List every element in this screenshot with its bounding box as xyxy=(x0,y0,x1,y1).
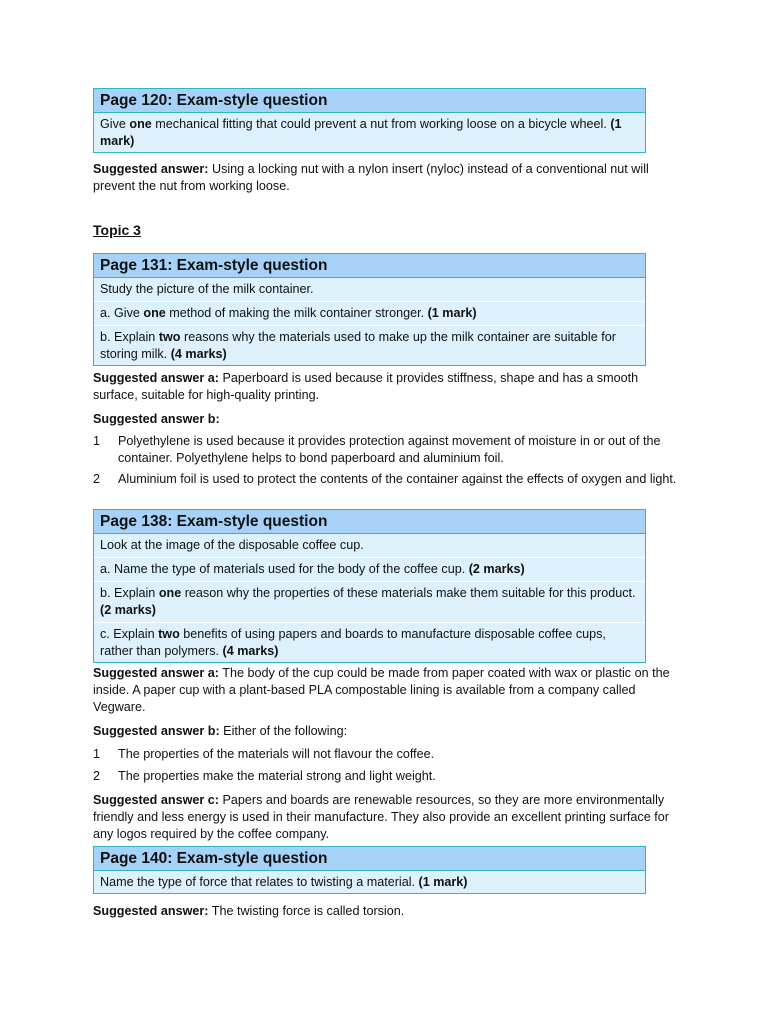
answer-list xyxy=(93,433,683,488)
suggested-answer: Suggested answer: The twisting force is called torsion. xyxy=(93,904,405,918)
question-title: Page 140: Exam-style question xyxy=(94,847,645,871)
question-title: Page 138: Exam-style question xyxy=(94,510,645,534)
suggested-answer-b-label: Suggested answer b: xyxy=(93,412,220,426)
question-title: Page 120: Exam-style question xyxy=(94,89,645,113)
question-part-b: b. Explain one reason why the properties of these materials make them suitable for this product. (2 marks) xyxy=(94,581,645,619)
question-text: Study the picture of the milk container. xyxy=(100,282,314,296)
question-box-page-120 xyxy=(93,88,646,153)
question-part-a: a. Give one method of making the milk container stronger. (1 mark) xyxy=(94,301,645,322)
topic-heading: Topic 3 xyxy=(93,222,141,238)
question-text: Give one mechanical fitting that could prevent a nut from working loose on a bicycle wheel. (1 mark) xyxy=(100,117,622,148)
question-box-page-138 xyxy=(93,509,646,663)
list-item: 2 The properties make the material strong and light weight. xyxy=(93,769,436,783)
suggested-answer-a: Suggested answer a: Paperboard is used because it provides stiffness, shape and has a smooth surface, suitable for high-quality printing. xyxy=(93,371,639,402)
question-part-b: b. Explain two reasons why the materials used to make up the milk container are suitable for storing milk. (4 marks) xyxy=(94,325,645,363)
question-text: Name the type of force that relates to twisting a material. (1 mark) xyxy=(100,875,468,889)
question-part-a: a. Name the type of materials used for the body of the coffee cup. (2 marks) xyxy=(94,557,645,578)
suggested-answer-c: Suggested answer c: Papers and boards are renewable resources, so they are more environmentally friendly and less energy is used in their manufacture. They also provide an excellent printing surface for any logos required by the coffee company. xyxy=(93,793,669,841)
answer-list xyxy=(93,746,683,785)
question-part-c: c. Explain two benefits of using papers and boards to manufacture disposable coffee cups, rather than polymers. (4 marks) xyxy=(94,622,645,660)
list-item: 2 Aluminium foil is used to protect the contents of the container against the effects of oxygen and light. xyxy=(93,472,677,486)
question-box-page-131 xyxy=(93,253,646,366)
suggested-answer-b: Suggested answer b: Either of the following: xyxy=(93,724,348,738)
question-box-page-140 xyxy=(93,846,646,894)
suggested-answer-a: Suggested answer a: The body of the cup could be made from paper coated with wax or plastic on the inside. A paper cup with a plant-based PLA compostable lining is available from a company called Vegware. xyxy=(93,666,670,714)
question-text: Look at the image of the disposable coffee cup. xyxy=(100,538,364,552)
question-title: Page 131: Exam-style question xyxy=(94,254,645,278)
list-item: 1 The properties of the materials will not flavour the coffee. xyxy=(93,747,435,761)
list-item: 1 Polyethylene is used because it provides protection against movement of moisture in or out of the container. Polyethylene helps to bond paperboard and aluminium foil. xyxy=(93,434,661,465)
suggested-answer: Suggested answer: Using a locking nut with a nylon insert (nyloc) instead of a conventional nut will prevent the nut from working loose. xyxy=(93,162,649,193)
